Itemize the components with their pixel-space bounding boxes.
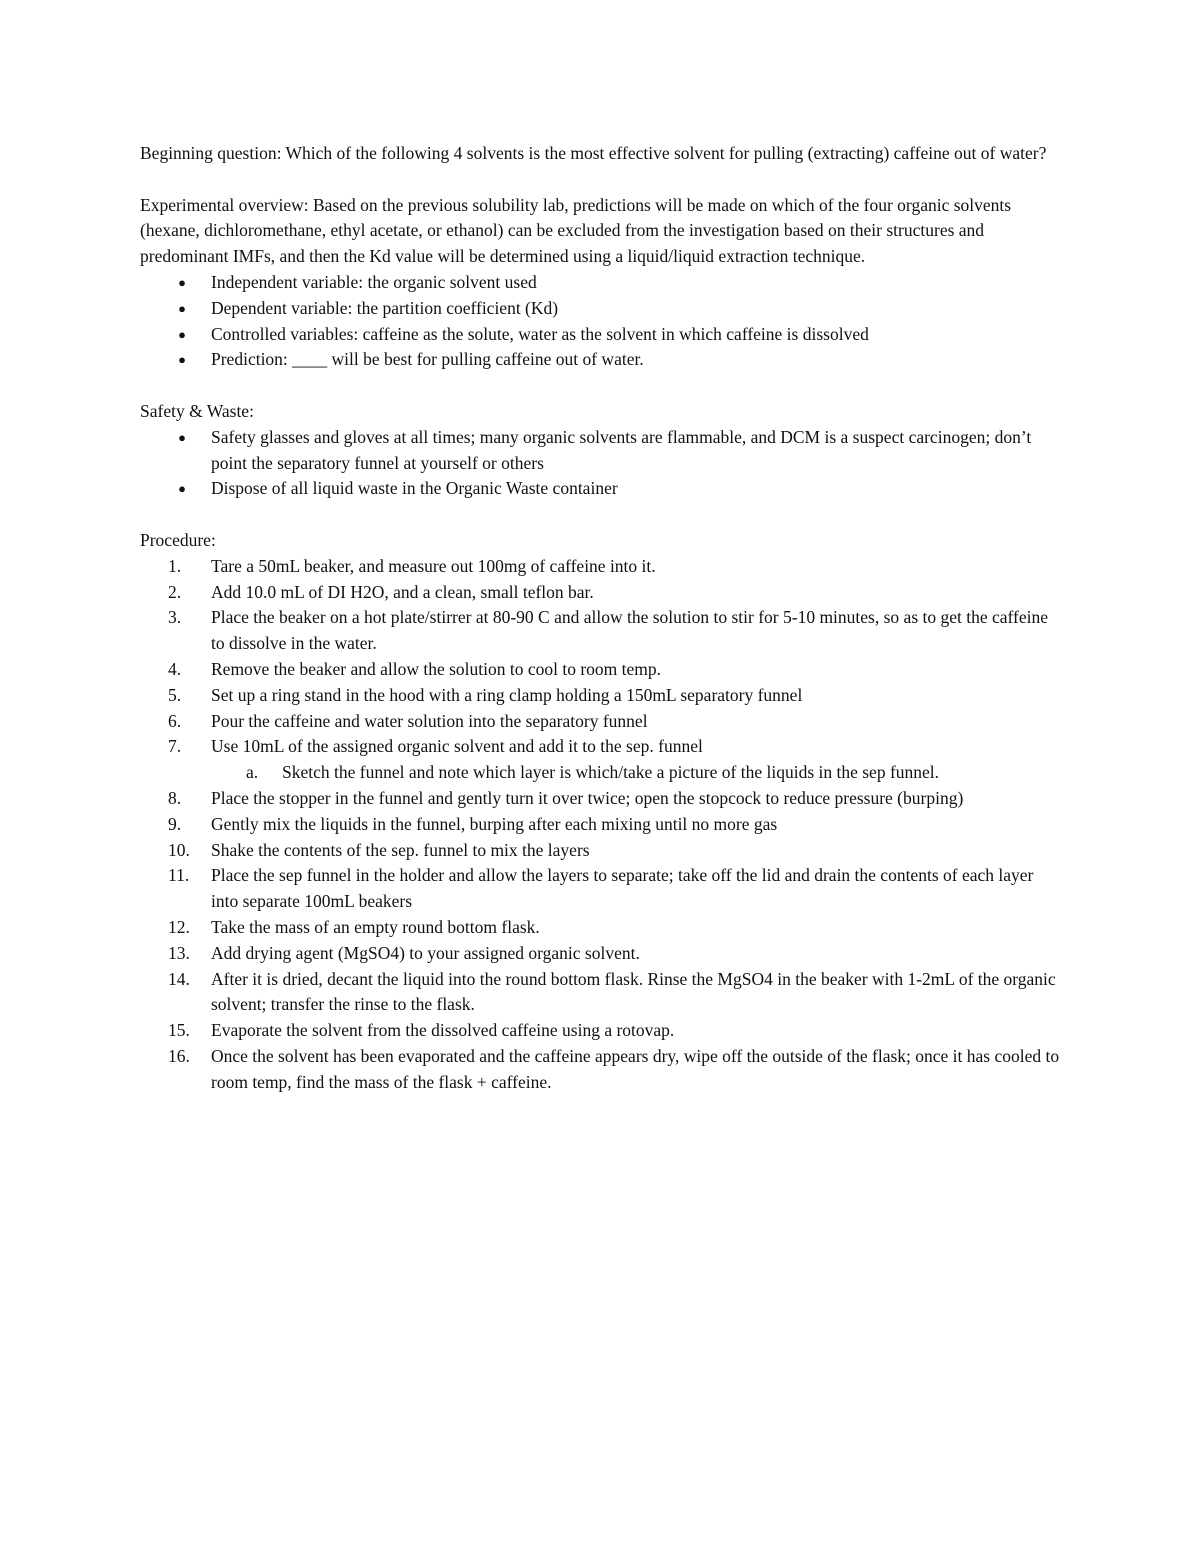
step-text: After it is dried, decant the liquid into the round bottom flask. Rinse the MgSO4 in the beaker with 1-2mL of the organic solvent; transfer the rinse to the flask. bbox=[211, 968, 1056, 1015]
step-text: Once the solvent has been evaporated and the caffeine appears dry, wipe off the outside of the flask; once it has cooled to room temp, find the mass of the flask + caffeine. bbox=[211, 1045, 1060, 1092]
step-text: Place the sep funnel in the holder and allow the layers to separate; take off the lid and drain the contents of each layer into separate 100mL beakers bbox=[211, 865, 1034, 912]
bullet-icon: ● bbox=[178, 352, 186, 368]
step-text: Set up a ring stand in the hood with a ring clamp holding a 150mL separatory funnel bbox=[211, 684, 803, 705]
procedure-step bbox=[140, 734, 1060, 760]
step-text: Evaporate the solvent from the dissolved caffeine using a rotovap. bbox=[211, 1020, 675, 1041]
step-number: 3. bbox=[168, 607, 182, 628]
step-number: 13. bbox=[168, 942, 190, 963]
step-text: Shake the contents of the sep. funnel to mix the layers bbox=[211, 839, 590, 860]
overview-bullet-list bbox=[140, 270, 1060, 373]
step-number: 4. bbox=[168, 658, 182, 679]
list-item-text: Independent variable: the organic solvent used bbox=[211, 271, 537, 292]
step-text: Use 10mL of the assigned organic solvent and add it to the sep. funnel bbox=[211, 736, 703, 757]
bullet-icon: ● bbox=[178, 300, 186, 316]
safety-bullet-list bbox=[140, 425, 1060, 502]
bullet-icon: ● bbox=[178, 326, 186, 342]
list-item bbox=[140, 476, 1060, 502]
list-item bbox=[140, 296, 1060, 322]
procedure-step bbox=[140, 580, 1060, 606]
step-number: 5. bbox=[168, 684, 182, 705]
procedure-step bbox=[140, 709, 1060, 735]
blank-line bbox=[140, 502, 1060, 528]
procedure-list bbox=[140, 554, 1060, 1096]
list-item-text: Dependent variable: the partition coefficient (Kd) bbox=[211, 297, 559, 318]
step-number: 15. bbox=[168, 1020, 190, 1041]
blank-line bbox=[140, 373, 1060, 399]
list-item-text: Controlled variables: caffeine as the solute, water as the solvent in which caffeine is dissolved bbox=[211, 323, 869, 344]
list-item bbox=[140, 322, 1060, 348]
step-text: Tare a 50mL beaker, and measure out 100mg of caffeine into it. bbox=[211, 555, 656, 576]
procedure-step bbox=[140, 1044, 1060, 1096]
step-number: 8. bbox=[168, 787, 182, 808]
step-number: 9. bbox=[168, 813, 182, 834]
safety-heading: Safety & Waste: bbox=[140, 400, 254, 421]
step-number: 16. bbox=[168, 1045, 190, 1066]
step-number: 6. bbox=[168, 710, 182, 731]
procedure-step bbox=[140, 1018, 1060, 1044]
procedure-step bbox=[140, 683, 1060, 709]
step-number: 7. bbox=[168, 736, 182, 757]
procedure-step bbox=[140, 941, 1060, 967]
list-item bbox=[140, 270, 1060, 296]
step-text: Add drying agent (MgSO4) to your assigned organic solvent. bbox=[211, 942, 640, 963]
list-item-text: Prediction: ____ will be best for pulling caffeine out of water. bbox=[211, 349, 644, 370]
procedure-step bbox=[140, 915, 1060, 941]
procedure-step bbox=[140, 838, 1060, 864]
procedure-step bbox=[140, 812, 1060, 838]
procedure-step bbox=[140, 863, 1060, 915]
step-text: Place the stopper in the funnel and gently turn it over twice; open the stopcock to reduce pressure (burping) bbox=[211, 787, 964, 808]
step-number: 14. bbox=[168, 968, 190, 989]
procedure-step bbox=[140, 967, 1060, 1019]
list-item bbox=[140, 425, 1060, 477]
step-number: 11. bbox=[168, 865, 190, 886]
step-text: Sketch the funnel and note which layer is which/take a picture of the liquids in the sep funnel. bbox=[282, 762, 940, 783]
procedure-step bbox=[140, 657, 1060, 683]
list-item-text: Safety glasses and gloves at all times; many organic solvents are flammable, and DCM is a suspect carcinogen; don’t point the separatory funnel at yourself or others bbox=[211, 426, 1032, 473]
step-number: 12. bbox=[168, 916, 190, 937]
list-item-text: Dispose of all liquid waste in the Organic Waste container bbox=[211, 478, 618, 499]
experimental-overview: Experimental overview: Based on the previous solubility lab, predictions will be made on which of the four organic solvents (hexane, dichloromethane, ethyl acetate, or ethanol) can be excluded from the investigation based on their structures and predominant IMFs, and then the Kd value will be determined using a liquid/liquid extraction technique. bbox=[140, 194, 1012, 267]
procedure-heading: Procedure: bbox=[140, 529, 216, 550]
list-item bbox=[140, 347, 1060, 373]
document-page bbox=[140, 141, 1060, 1095]
procedure-substep bbox=[140, 760, 1060, 786]
step-text: Add 10.0 mL of DI H2O, and a clean, small teflon bar. bbox=[211, 581, 594, 602]
step-text: Remove the beaker and allow the solution to cool to room temp. bbox=[211, 658, 662, 679]
step-number: 2. bbox=[168, 581, 182, 602]
beginning-question: Beginning question: Which of the following 4 solvents is the most effective solvent for pulling (extracting) caffeine out of water? bbox=[140, 143, 1047, 163]
step-text: Gently mix the liquids in the funnel, burping after each mixing until no more gas bbox=[211, 813, 778, 834]
bullet-icon: ● bbox=[178, 274, 186, 290]
step-text: Take the mass of an empty round bottom flask. bbox=[211, 916, 540, 937]
step-number: 1. bbox=[168, 555, 182, 576]
procedure-step bbox=[140, 554, 1060, 580]
step-text: Place the beaker on a hot plate/stirrer at 80-90 C and allow the solution to stir for 5-10 minutes, so as to get the caffeine to dissolve in the water. bbox=[211, 607, 1049, 654]
step-number: 10. bbox=[168, 839, 190, 860]
substep-letter: a. bbox=[246, 762, 259, 783]
procedure-step bbox=[140, 605, 1060, 657]
step-text: Pour the caffeine and water solution into the separatory funnel bbox=[211, 710, 648, 731]
bullet-icon: ● bbox=[178, 429, 186, 445]
blank-line bbox=[140, 167, 1060, 193]
procedure-step bbox=[140, 786, 1060, 812]
bullet-icon: ● bbox=[178, 481, 186, 497]
